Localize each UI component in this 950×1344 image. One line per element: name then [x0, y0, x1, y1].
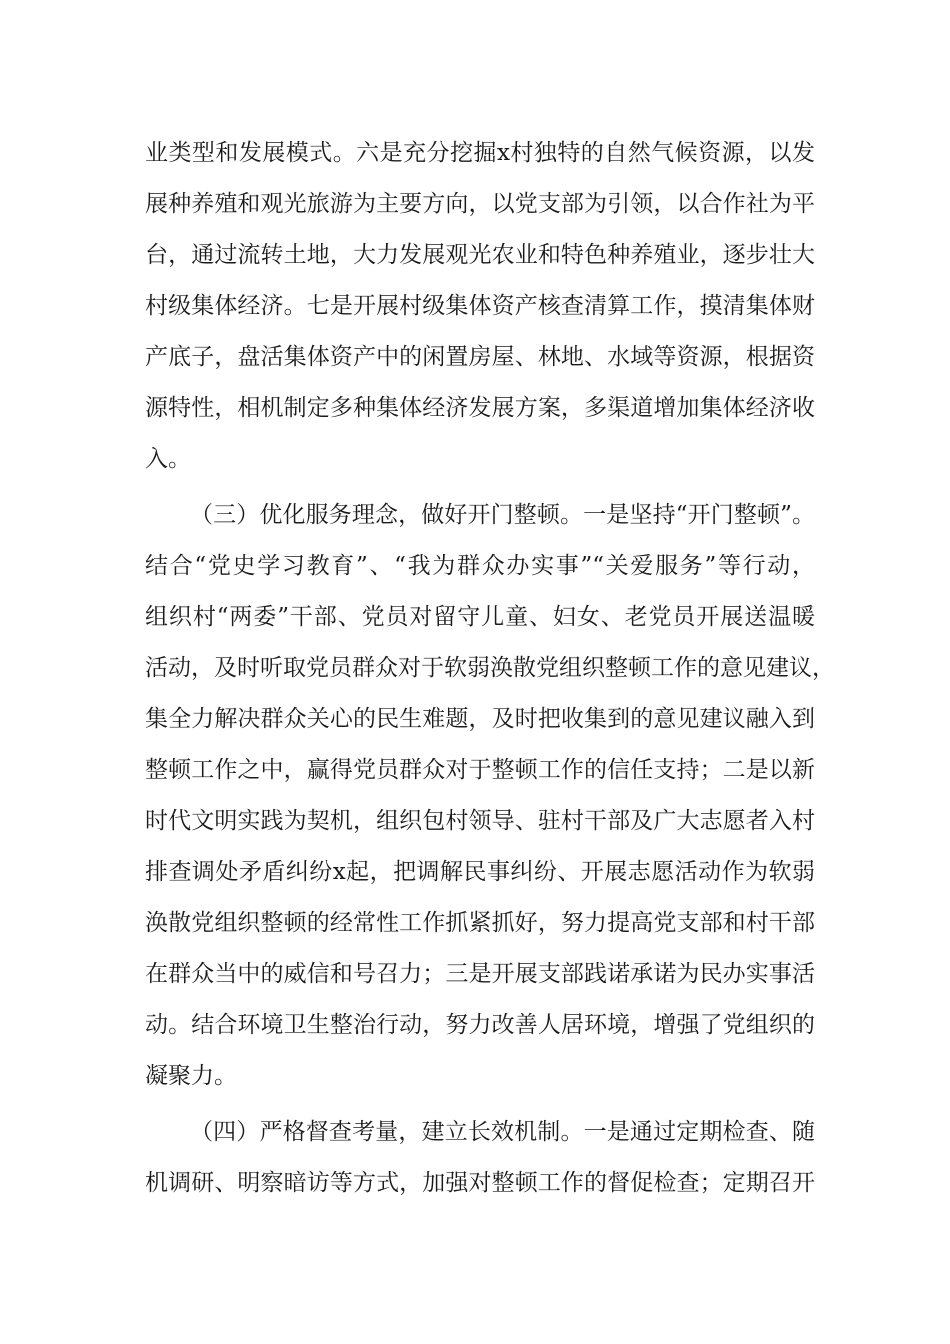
section-heading-line: （四）严格督查考量，建立长效机制。一是通过定期检查、随 — [190, 1119, 815, 1145]
text-line: 村级集体经济。七是开展村级集体资产核查清算工作，摸清集体财 — [145, 293, 815, 319]
text-line: 凝聚力。 — [145, 1063, 237, 1089]
text-line: 入。 — [145, 446, 191, 472]
text-line: 排查调处矛盾纠纷x起，把调解民事纠纷、开展志愿活动作为软弱 — [145, 859, 815, 885]
text-line: 产底子，盘活集体资产中的闲置房屋、林地、水域等资源，根据资 — [145, 344, 815, 370]
text-line: 业类型和发展模式。六是充分挖掘x村独特的自然气候资源，以发 — [145, 140, 815, 166]
text-line: 源特性，相机制定多种集体经济发展方案，多渠道增加集体经济收 — [145, 395, 815, 421]
text-line: 活动，及时听取党员群众对于软弱涣散党组织整顿工作的意见建议， — [145, 655, 835, 681]
text-line: 在群众当中的威信和号召力；三是开展支部践诺承诺为民办实事活 — [145, 961, 815, 987]
text-line: 动。结合环境卫生整治行动，努力改善人居环境，增强了党组织的 — [145, 1012, 815, 1038]
text-line: 台，通过流转土地，大力发展观光农业和特色种养殖业，逐步壮大 — [145, 242, 815, 268]
text-line: 机调研、明察暗访等方式，加强对整顿工作的督促检查；定期召开 — [145, 1170, 815, 1196]
text-line: 展种养殖和观光旅游为主要方向，以党支部为引领，以合作社为平 — [145, 191, 815, 217]
text-line: 时代文明实践为契机，组织包村领导、驻村干部及广大志愿者入村 — [145, 808, 815, 834]
text-line: 集全力解决群众关心的民生难题，及时把收集到的意见建议融入到 — [145, 706, 815, 732]
text-line: 结合“党史学习教育”、“我为群众办实事”“关爱服务”等行动， — [145, 553, 815, 579]
text-line: 涣散党组织整顿的经常性工作抓紧抓好，努力提高党支部和村干部 — [145, 910, 815, 936]
section-heading-line: （三）优化服务理念，做好开门整顿。一是坚持“开门整顿”。 — [190, 502, 815, 528]
text-line: 整顿工作之中，赢得党员群众对于整顿工作的信任支持；二是以新 — [145, 757, 815, 783]
text-line: 组织村“两委”干部、党员对留守儿童、妇女、老党员开展送温暖 — [145, 604, 815, 630]
